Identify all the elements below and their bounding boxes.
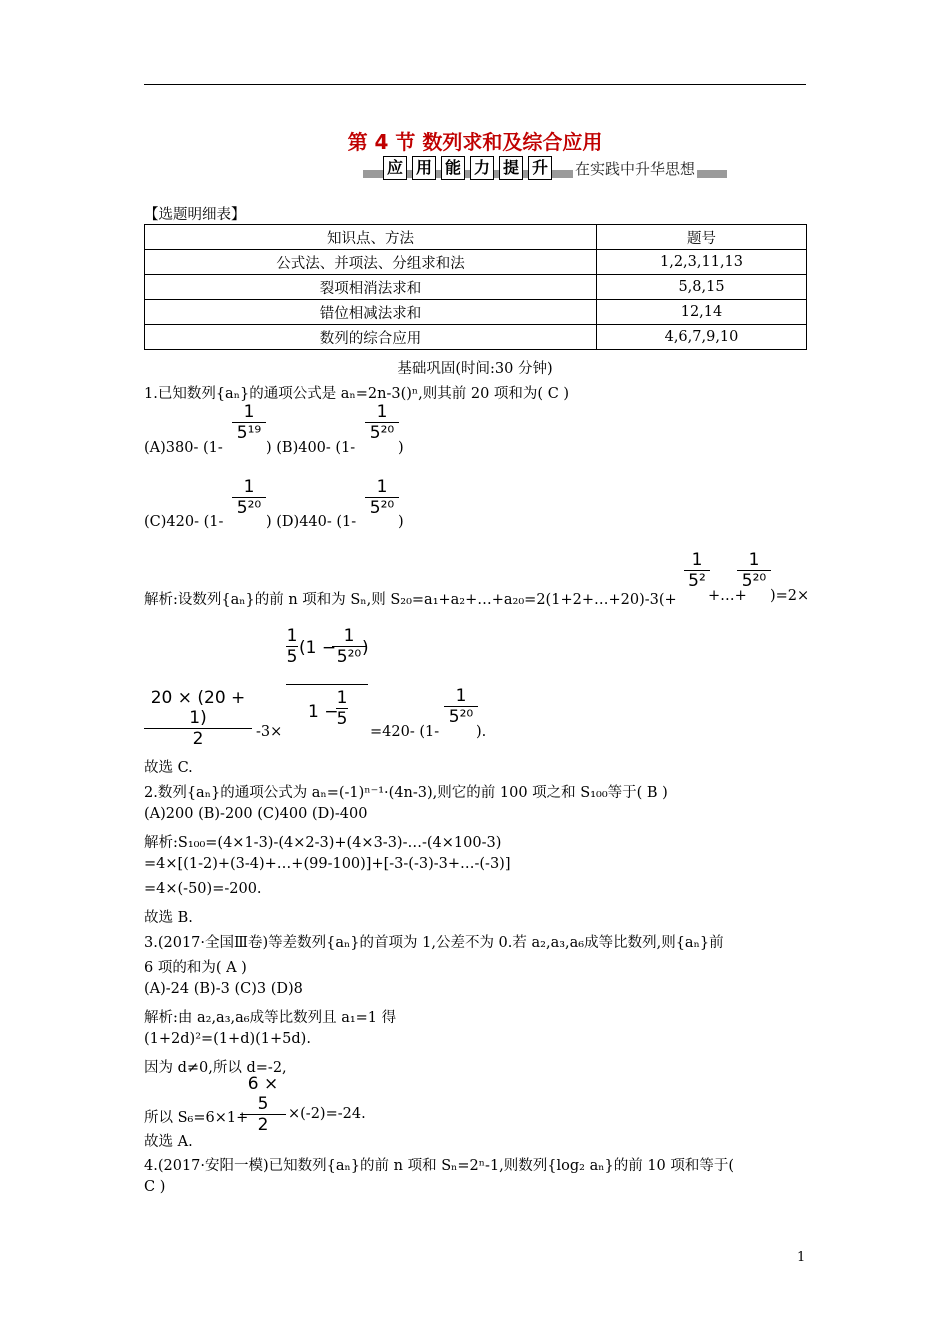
q2-solution-line: =4×(-50)=-200. bbox=[144, 881, 262, 897]
q1-sol-fraction-1: $\frac{1}{\text{5²}}$ bbox=[684, 550, 710, 591]
q3-solution-line: (1+2d)²=(1+d)(1+5d). bbox=[144, 1031, 311, 1047]
q2-choose: 故选 B. bbox=[144, 910, 193, 926]
topic-table bbox=[144, 224, 807, 350]
banner-subtitle: 在实践中升华思想 bbox=[575, 160, 696, 178]
q3-solution-end: ×(-2)=-24. bbox=[288, 1106, 366, 1122]
table-row bbox=[145, 300, 807, 325]
table-cell: 裂项相消法求和 bbox=[145, 275, 597, 300]
q2-solution-line: =4×[(1-2)+(3-4)+…+(99-100)]+[-3-(-3)-3+…-(-3)] bbox=[144, 856, 511, 872]
banner-char: 能 bbox=[441, 156, 465, 180]
q1-sol-fraction-2: $\frac{1}{\text{5²⁰}}$ bbox=[737, 550, 771, 591]
table-cell: 4,6,7,9,10 bbox=[597, 325, 807, 350]
q1-option-b: ) (B)400- (1- bbox=[266, 440, 356, 456]
q4-stem: 4.(2017·安阳一模)已知数列{aₙ}的前 n 项和 Sₙ=2ⁿ-1,则数列{log₂ aₙ}的前 10 项和等于( bbox=[144, 1158, 735, 1174]
q1-fraction-d: $\frac{1}{\text{5²⁰}}$ bbox=[365, 477, 399, 518]
q1-fraction-c: $\frac{1}{\text{5²⁰}}$ bbox=[232, 477, 266, 518]
q1-sum-fraction: $\frac{20 \times (20 + 1)}{2}$ bbox=[144, 688, 252, 749]
table-row bbox=[145, 250, 807, 275]
banner-char: 提 bbox=[499, 156, 523, 180]
table-header-row bbox=[145, 225, 807, 250]
page-number: 1 bbox=[797, 1250, 806, 1265]
table-title: 【选题明细表】 bbox=[144, 207, 246, 223]
section-banner bbox=[363, 156, 727, 180]
q1-option-a: (A)380- (1- bbox=[144, 440, 223, 456]
table-header: 知识点、方法 bbox=[145, 225, 597, 250]
q1-result-close: ). bbox=[476, 724, 487, 740]
q1-close: ) bbox=[398, 514, 404, 530]
q4-stem-cont: C ) bbox=[144, 1179, 166, 1195]
q3-fraction: $\frac{6 \times 5}{2}$ bbox=[240, 1074, 286, 1135]
q1-result: =420- (1- bbox=[370, 724, 440, 740]
q3-solution-line: 因为 d≠0,所以 d=-2, bbox=[144, 1060, 287, 1076]
q1-option-d: ) (D)440- (1- bbox=[266, 514, 357, 530]
q1-stem: 1.已知数列{aₙ}的通项公式是 aₙ=2n-3()ⁿ,则其前 20 项和为( C ) bbox=[144, 386, 570, 402]
table-header: 题号 bbox=[597, 225, 807, 250]
table-cell: 数列的综合应用 bbox=[145, 325, 597, 350]
table-cell: 12,14 bbox=[597, 300, 807, 325]
q1-main-bar bbox=[286, 684, 368, 685]
q1-choose: 故选 C. bbox=[144, 760, 193, 776]
q1-solution-dots: +…+ bbox=[708, 588, 747, 604]
q2-solution-line: 解析:S₁₀₀=(4×1-3)-(4×2-3)+(4×3-3)-…-(4×100-3) bbox=[144, 835, 502, 851]
q3-stem-cont: 6 项的和为( A ) bbox=[144, 960, 247, 976]
q2-options: (A)200 (B)-200 (C)400 (D)-400 bbox=[144, 806, 368, 822]
banner-char: 用 bbox=[412, 156, 436, 180]
banner-char: 力 bbox=[470, 156, 494, 180]
table-cell: 公式法、并项法、分组求和法 bbox=[145, 250, 597, 275]
q1-solution-line: 解析:设数列{aₙ}的前 n 项和为 Sₙ,则 S₂₀=a₁+a₂+…+a₂₀=2(1+2+…+20)-3(+ bbox=[144, 592, 677, 608]
table-cell: 1,2,3,11,13 bbox=[597, 250, 807, 275]
q3-stem: 3.(2017·全国Ⅲ卷)等差数列{aₙ}的首项为 1,公差不为 0.若 a₂,a₃,a₆成等比数列,则{aₙ}前 bbox=[144, 935, 724, 951]
table-row bbox=[145, 325, 807, 350]
section-heading: 基础巩固(时间:30 分钟) bbox=[397, 361, 553, 377]
banner-char: 升 bbox=[528, 156, 552, 180]
header-rule bbox=[144, 84, 806, 85]
q1-fraction-b: $\frac{1}{\text{5²⁰}}$ bbox=[365, 402, 399, 443]
q1-fraction-a: $\frac{1}{\text{5¹⁹}}$ bbox=[232, 402, 266, 443]
q3-options: (A)-24 (B)-3 (C)3 (D)8 bbox=[144, 981, 303, 997]
table-cell: 错位相减法求和 bbox=[145, 300, 597, 325]
q1-final-fraction: $\frac{1}{\text{5²⁰}}$ bbox=[444, 686, 478, 727]
table-row bbox=[145, 275, 807, 300]
q1-option-c: (C)420- (1- bbox=[144, 514, 224, 530]
q1-solution-end: )=2× bbox=[770, 588, 810, 604]
q1-mul: -3× bbox=[256, 724, 283, 740]
q3-solution-line: 所以 S₆=6×1+ bbox=[144, 1110, 249, 1126]
q3-solution-line: 解析:由 a₂,a₃,a₆成等比数列且 a₁=1 得 bbox=[144, 1010, 397, 1026]
q1-complex-fraction: 1 5 (1 − 1 5²⁰ ) 1 − 1 5 bbox=[286, 626, 369, 729]
banner-char: 应 bbox=[383, 156, 407, 180]
q3-choose: 故选 A. bbox=[144, 1134, 193, 1150]
q1-close: ) bbox=[398, 440, 404, 456]
q2-stem: 2.数列{aₙ}的通项公式为 aₙ=(-1)ⁿ⁻¹·(4n-3),则它的前 100 项之和 S₁₀₀等于( B ) bbox=[144, 785, 668, 801]
page-title: 第 4 节 数列求和及综合应用 bbox=[347, 130, 603, 154]
table-cell: 5,8,15 bbox=[597, 275, 807, 300]
